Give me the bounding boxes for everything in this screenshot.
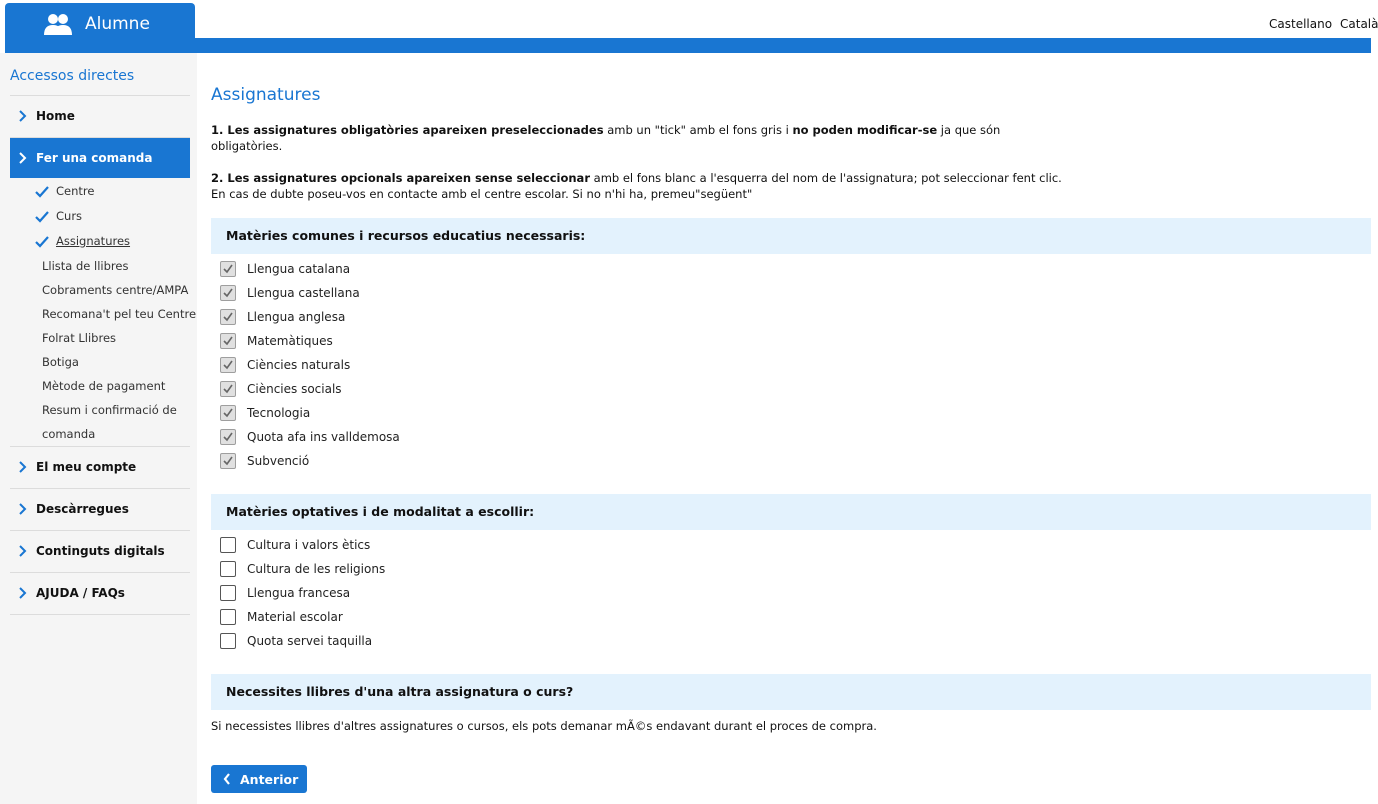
subject-row — [220, 281, 360, 305]
note-text: obligatòries. — [211, 139, 283, 153]
check-icon — [222, 383, 234, 395]
note-bold: 1. Les assignatures obligatòries apareixen preseleccionades — [211, 123, 604, 137]
subject-row — [220, 329, 333, 353]
check-icon — [222, 407, 234, 419]
note-text: amb un "tick" amb el fons gris i — [603, 123, 793, 137]
check-icon — [222, 455, 234, 467]
check-icon — [222, 311, 234, 323]
note-text: ja que són — [937, 123, 1001, 137]
subject-label: Subvenció — [247, 454, 310, 468]
chevron-right-icon — [10, 573, 36, 613]
sidebar-item-label: AJUDA / FAQs — [36, 586, 125, 600]
section-optional-header: Matèries optatives i de modalitat a escollir: — [211, 494, 1371, 530]
checkbox-checked-disabled — [220, 429, 236, 445]
subject-label: Llengua catalana — [247, 262, 351, 276]
checkbox[interactable] — [220, 537, 236, 553]
subject-row[interactable] — [220, 581, 350, 605]
top-bar — [0, 0, 1378, 53]
checkbox-checked-disabled — [220, 381, 236, 397]
section-other-header: Necessites llibres d'una altra assignatura o curs? — [211, 674, 1371, 710]
sidebar-item-label: Fer una comanda — [36, 151, 153, 165]
checkbox-checked-disabled — [220, 357, 236, 373]
language-catala-link[interactable]: Català — [1340, 17, 1378, 31]
check-icon — [222, 359, 234, 371]
note-optional — [211, 170, 1071, 202]
subject-row — [220, 449, 309, 473]
subject-row[interactable] — [220, 557, 385, 581]
main-content — [197, 53, 1371, 804]
sidebar-item-label: Home — [36, 109, 75, 123]
note-mandatory — [211, 122, 1071, 154]
subject-label: Tecnologia — [247, 406, 311, 420]
sidebar-subitem-centre[interactable]: Centre — [56, 184, 95, 198]
sidebar-subitem-assignatures[interactable]: Assignatures — [56, 234, 131, 248]
check-icon — [34, 209, 50, 225]
note-bold: no poden modificar-se — [792, 123, 938, 137]
subject-row[interactable] — [220, 533, 370, 557]
chevron-right-icon — [10, 138, 36, 178]
subject-row[interactable] — [220, 629, 372, 653]
subject-row[interactable] — [220, 605, 343, 629]
checkbox-checked-disabled — [220, 405, 236, 421]
checkbox[interactable] — [220, 609, 236, 625]
subject-label: Llengua anglesa — [247, 310, 346, 324]
users-icon — [43, 13, 73, 37]
section-other-text: Si necessistes llibres d'altres assignatures o cursos, els pots demanar mÃ©s endavant durant el proces de compra. — [211, 719, 877, 733]
brand-title: Alumne — [85, 14, 150, 34]
subject-label: Quota servei taquilla — [247, 634, 373, 648]
checkbox-checked-disabled — [220, 309, 236, 325]
page-title: Assignatures — [211, 85, 321, 105]
sidebar-subitem-botiga: Botiga — [42, 355, 79, 369]
check-icon — [222, 263, 234, 275]
sidebar-subitem-metode-pagament: Mètode de pagament — [42, 379, 166, 393]
sidebar-item-label: Continguts digitals — [36, 544, 165, 558]
checkbox-checked-disabled — [220, 285, 236, 301]
sidebar-item-label: Descàrregues — [36, 502, 129, 516]
back-button[interactable] — [211, 765, 307, 793]
chevron-right-icon — [10, 489, 36, 529]
subject-label: Quota afa ins valldemosa — [247, 430, 400, 444]
checkbox[interactable] — [220, 561, 236, 577]
subject-row — [220, 257, 350, 281]
sidebar-subitem-recomana: Recomana't pel teu Centre — [42, 307, 197, 321]
check-icon — [222, 287, 234, 299]
sidebar-subitem-resum-cont: comanda — [42, 427, 96, 441]
chevron-right-icon — [10, 447, 36, 487]
checkbox[interactable] — [220, 633, 236, 649]
subject-row — [220, 377, 342, 401]
subject-label: Llengua castellana — [247, 286, 360, 300]
sidebar-subitem-curs[interactable]: Curs — [56, 209, 83, 223]
divider — [10, 614, 190, 615]
section-common-header: Matèries comunes i recursos educatius necessaris: — [211, 218, 1371, 254]
chevron-right-icon — [10, 96, 36, 136]
chevron-right-icon — [10, 531, 36, 571]
sidebar-item-continguts-digitals[interactable] — [10, 531, 190, 571]
check-icon — [222, 335, 234, 347]
sidebar-item-el-meu-compte[interactable] — [10, 447, 190, 487]
chevron-left-icon — [223, 773, 231, 785]
subject-label: Cultura de les religions — [247, 562, 386, 576]
subject-label: Ciències socials — [247, 382, 342, 396]
subject-row — [220, 353, 350, 377]
check-icon — [34, 234, 50, 250]
sidebar-subitem-cobraments: Cobraments centre/AMPA — [42, 283, 189, 297]
sidebar-subitem-resum: Resum i confirmació de — [42, 403, 177, 417]
sidebar-subitem-llista-de-llibres: Llista de llibres — [42, 259, 129, 273]
sidebar — [0, 53, 197, 804]
checkbox-checked-disabled — [220, 333, 236, 349]
checkbox-checked-disabled — [220, 453, 236, 469]
language-castellano-link[interactable]: Castellano — [1269, 17, 1333, 31]
back-button-label: Anterior — [240, 771, 299, 787]
note-text: amb el fons blanc a l'esquerra del nom de l'assignatura; pot seleccionar fent clic. — [590, 171, 1062, 185]
subject-label: Cultura i valors ètics — [247, 538, 371, 552]
subject-row — [220, 425, 400, 449]
subject-row — [220, 401, 310, 425]
note-bold: 2. Les assignatures opcionals apareixen sense seleccionar — [211, 171, 590, 185]
note-text: En cas de dubte poseu-vos en contacte amb el centre escolar. Si no n'hi ha, premeu"següent" — [211, 187, 753, 201]
sidebar-item-ajuda-faqs[interactable] — [10, 573, 190, 613]
subject-row — [220, 305, 345, 329]
checkbox-checked-disabled — [220, 261, 236, 277]
subject-label: Llengua francesa — [247, 586, 351, 600]
sidebar-subitem-folrat-llibres: Folrat Llibres — [42, 331, 117, 345]
subject-label: Material escolar — [247, 610, 343, 624]
header-accent-bar — [5, 38, 1371, 53]
subject-label: Matemàtiques — [247, 334, 333, 348]
sidebar-title: Accessos directes — [10, 68, 135, 84]
sidebar-item-fer-una-comanda[interactable] — [10, 138, 190, 178]
checkbox[interactable] — [220, 585, 236, 601]
sidebar-item-label: El meu compte — [36, 460, 137, 474]
subject-label: Ciències naturals — [247, 358, 351, 372]
check-icon — [222, 431, 234, 443]
sidebar-item-descarregues[interactable] — [10, 489, 190, 529]
check-icon — [34, 184, 50, 200]
sidebar-item-home[interactable] — [10, 96, 190, 136]
brand-tab[interactable] — [5, 3, 195, 53]
